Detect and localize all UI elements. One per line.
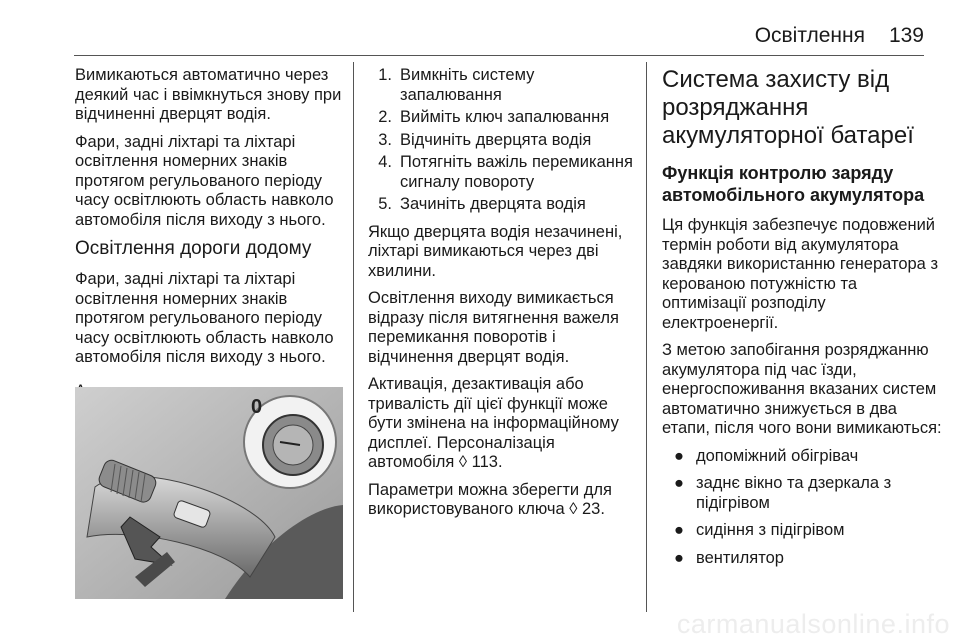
paragraph: Активація, дезактивація або тривалість дії цієї функції може бути змінена на інформаційному дисплеї. Персоналізація автомобіля ◊ 113. — [368, 375, 619, 471]
section-heading: Освітлення дороги додому — [75, 238, 312, 259]
paragraph: Вимикаються автоматично через деякий час і ввімкнуться знову при відчиненні дверцят водія. — [75, 66, 342, 123]
list-item: 4. Потягніть важіль перемикання сигналу повороту — [378, 153, 633, 191]
list-item: 2. Вийміть ключ запалювання — [378, 108, 610, 126]
list-item: ● сидіння з підігрівом — [662, 521, 942, 541]
activation-steps — [368, 66, 638, 215]
list-item: 5. Зачиніть дверцята водія — [378, 195, 586, 213]
page-number: 139 — [888, 24, 924, 47]
bullet-icon: ● — [674, 446, 684, 465]
paragraph: З метою запобігання розряджанню акумулятора під час їзди, енергоспоживання вказаних систем автоматично знижується в два етапи, після чого вони вимикаються: — [662, 341, 942, 437]
column-3 — [662, 66, 942, 576]
column-1 — [75, 66, 345, 411]
disabled-systems-list — [662, 447, 942, 569]
list-item: ● допоміжний обігрівач — [662, 447, 942, 467]
list-item: ● заднє вікно та дзеркала з підігрівом — [662, 474, 942, 513]
bullet-icon: ● — [674, 548, 684, 567]
paragraph: Фари, задні ліхтарі та ліхтарі освітлення номерних знаків протягом регульованого періоду часу освітлюють область навколо автомобіля після виходу з нього. — [75, 270, 334, 366]
section-heading: Система захисту від розряджання акумуляторної батареї — [662, 66, 914, 149]
dial-position-label: 0 — [251, 396, 263, 418]
lever-illustration — [75, 387, 343, 599]
column-divider-2 — [646, 62, 647, 612]
paragraph: Якщо дверцята водія незачинені, ліхтарі вимикаються через дві хвилини. — [368, 222, 623, 280]
list-item: ● вентилятор — [662, 549, 942, 569]
paragraph: Параметри можна зберегти для використовуваного ключа ◊ 23. — [368, 480, 612, 518]
bullet-icon: ● — [674, 474, 684, 492]
column-divider-1 — [353, 62, 354, 612]
turn-signal-lever-figure — [75, 387, 343, 599]
watermark: carmanualsonline.info — [676, 609, 950, 639]
column-2 — [368, 66, 638, 528]
header-divider — [74, 55, 924, 56]
paragraph: Фари, задні ліхтарі та ліхтарі освітлення номерних знаків протягом регульованого періоду часу освітлюють область навколо автомобіля після виходу з нього. — [75, 132, 334, 229]
bullet-icon: ● — [674, 521, 684, 539]
list-item: 1. Вимкніть систему запалювання — [378, 66, 535, 104]
list-item: 3. Відчиніть дверцята водія — [378, 130, 592, 149]
page-header-title: Освітлення — [754, 24, 865, 47]
subsection-heading: Функція контролю заряду автомобільного акумулятора — [662, 163, 925, 205]
paragraph: Ця функція забезпечує подовжений термін роботи від акумулятора завдяки використанню генератора з керованою потужністю та оптимізації розподілу електроенергії. — [662, 216, 939, 332]
paragraph: Освітлення виходу вимикається відразу після витягнення важеля перемикання поворотів і відчинення дверцят водія. — [368, 289, 619, 366]
